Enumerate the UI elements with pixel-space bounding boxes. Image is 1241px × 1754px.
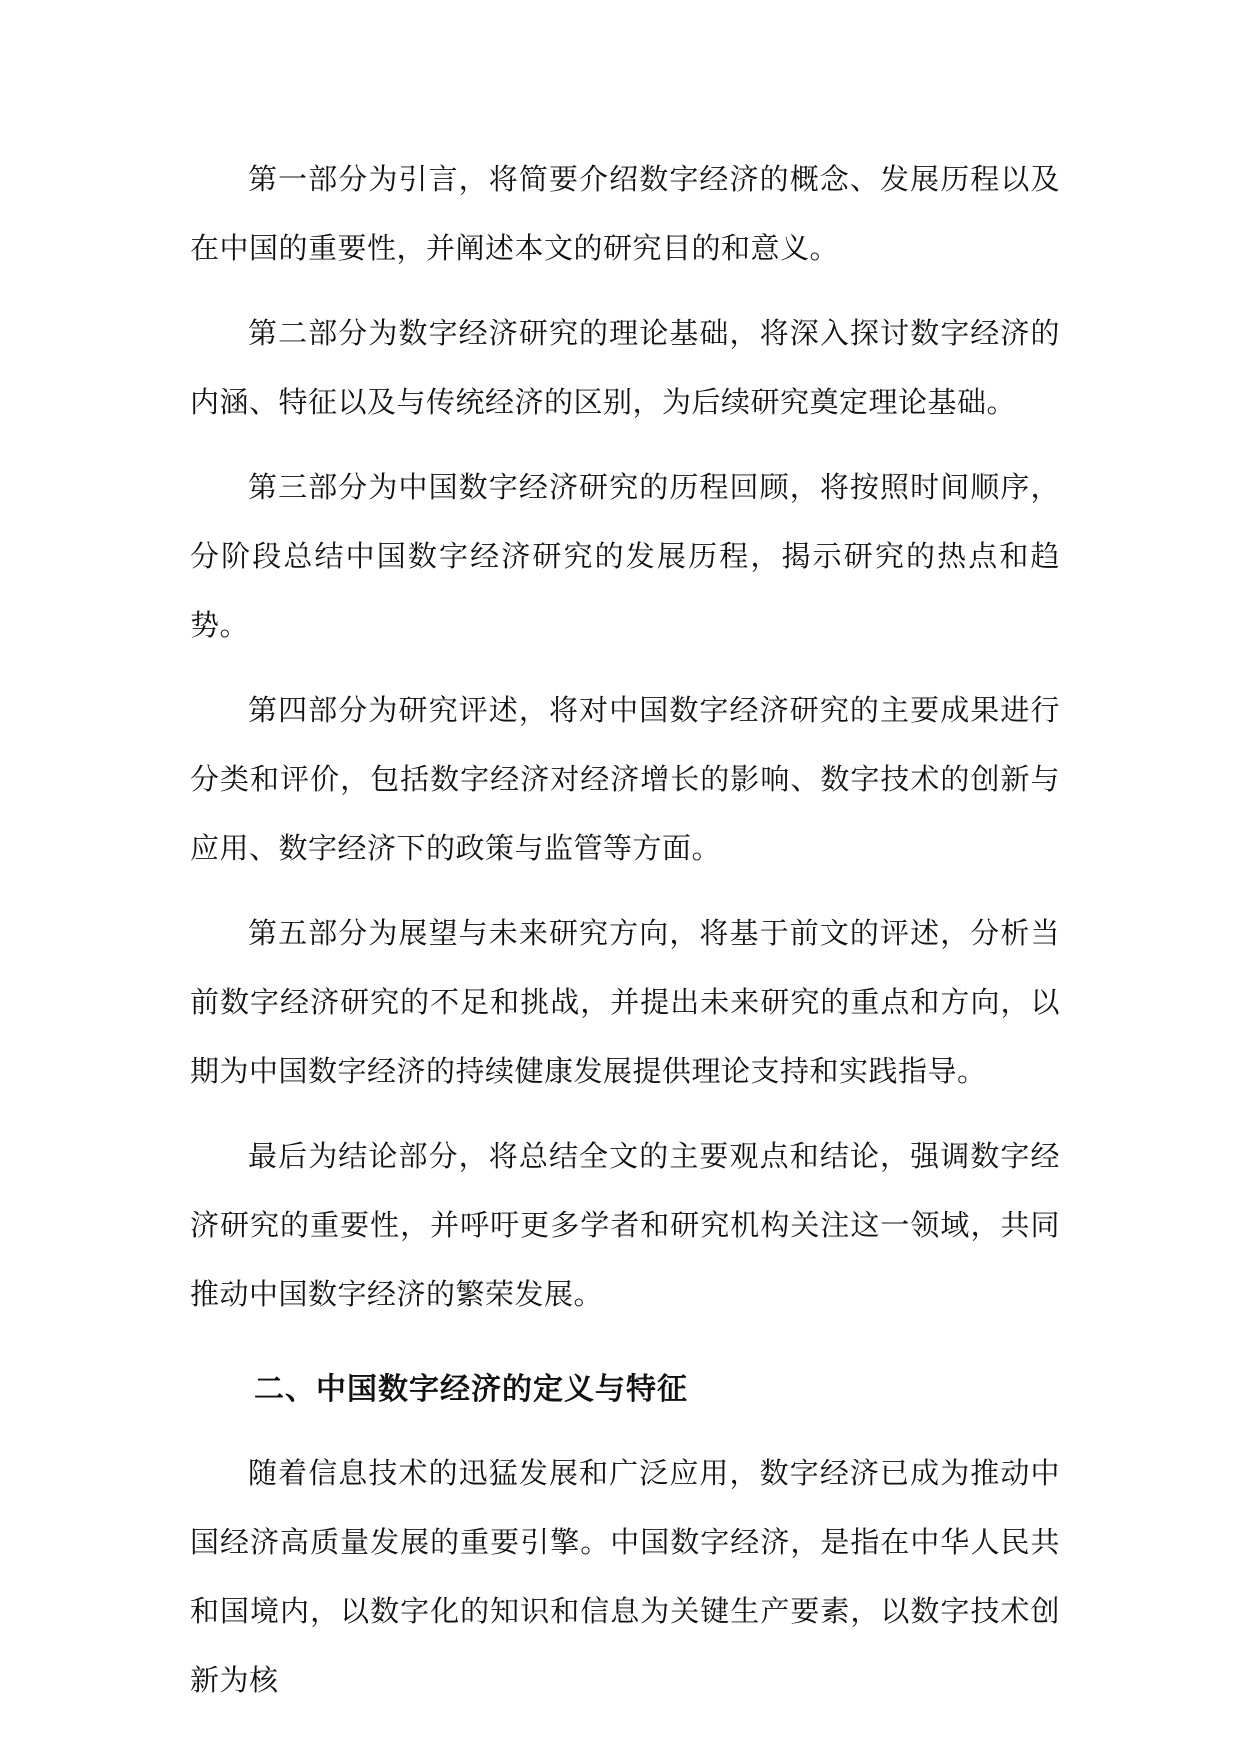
- paragraph-part-three: 第三部分为中国数字经济研究的历程回顾，将按照时间顺序，分阶段总结中国数字经济研究的发展历程，揭示研究的热点和趋势。: [190, 470, 1060, 642]
- paragraph-part-four: 第四部分为研究评述，将对中国数字经济研究的主要成果进行分类和评价，包括数字经济对经济增长的影响、数字技术的创新与应用、数字经济下的政策与监管等方面。: [190, 693, 1060, 865]
- paragraph-conclusion: 最后为结论部分，将总结全文的主要观点和结论，强调数字经济研究的重要性，并呼吁更多学者和研究机构关注这一领域，共同推动中国数字经济的繁荣发展。: [190, 1139, 1060, 1311]
- paragraph-part-two: 第二部分为数字经济研究的理论基础，将深入探讨数字经济的内涵、特征以及与传统经济的区别，为后续研究奠定理论基础。: [190, 316, 1060, 419]
- document-page: [190, 145, 1060, 1731]
- paragraph-part-one: 第一部分为引言，将简要介绍数字经济的概念、发展历程以及在中国的重要性，并阐述本文的研究目的和意义。: [190, 162, 1060, 265]
- section-heading: 二、中国数字经济的定义与特征: [254, 1372, 688, 1407]
- paragraph-section-two-body: 随着信息技术的迅猛发展和广泛应用，数字经济已成为推动中国经济高质量发展的重要引擎。中国数字经济，是指在中华人民共和国境内，以数字化的知识和信息为关键生产要素，以数字技术创新为核: [190, 1456, 1060, 1697]
- paragraph-part-five: 第五部分为展望与未来研究方向，将基于前文的评述，分析当前数字经济研究的不足和挑战，并提出未来研究的重点和方向，以期为中国数字经济的持续健康发展提供理论支持和实践指导。: [190, 916, 1060, 1088]
